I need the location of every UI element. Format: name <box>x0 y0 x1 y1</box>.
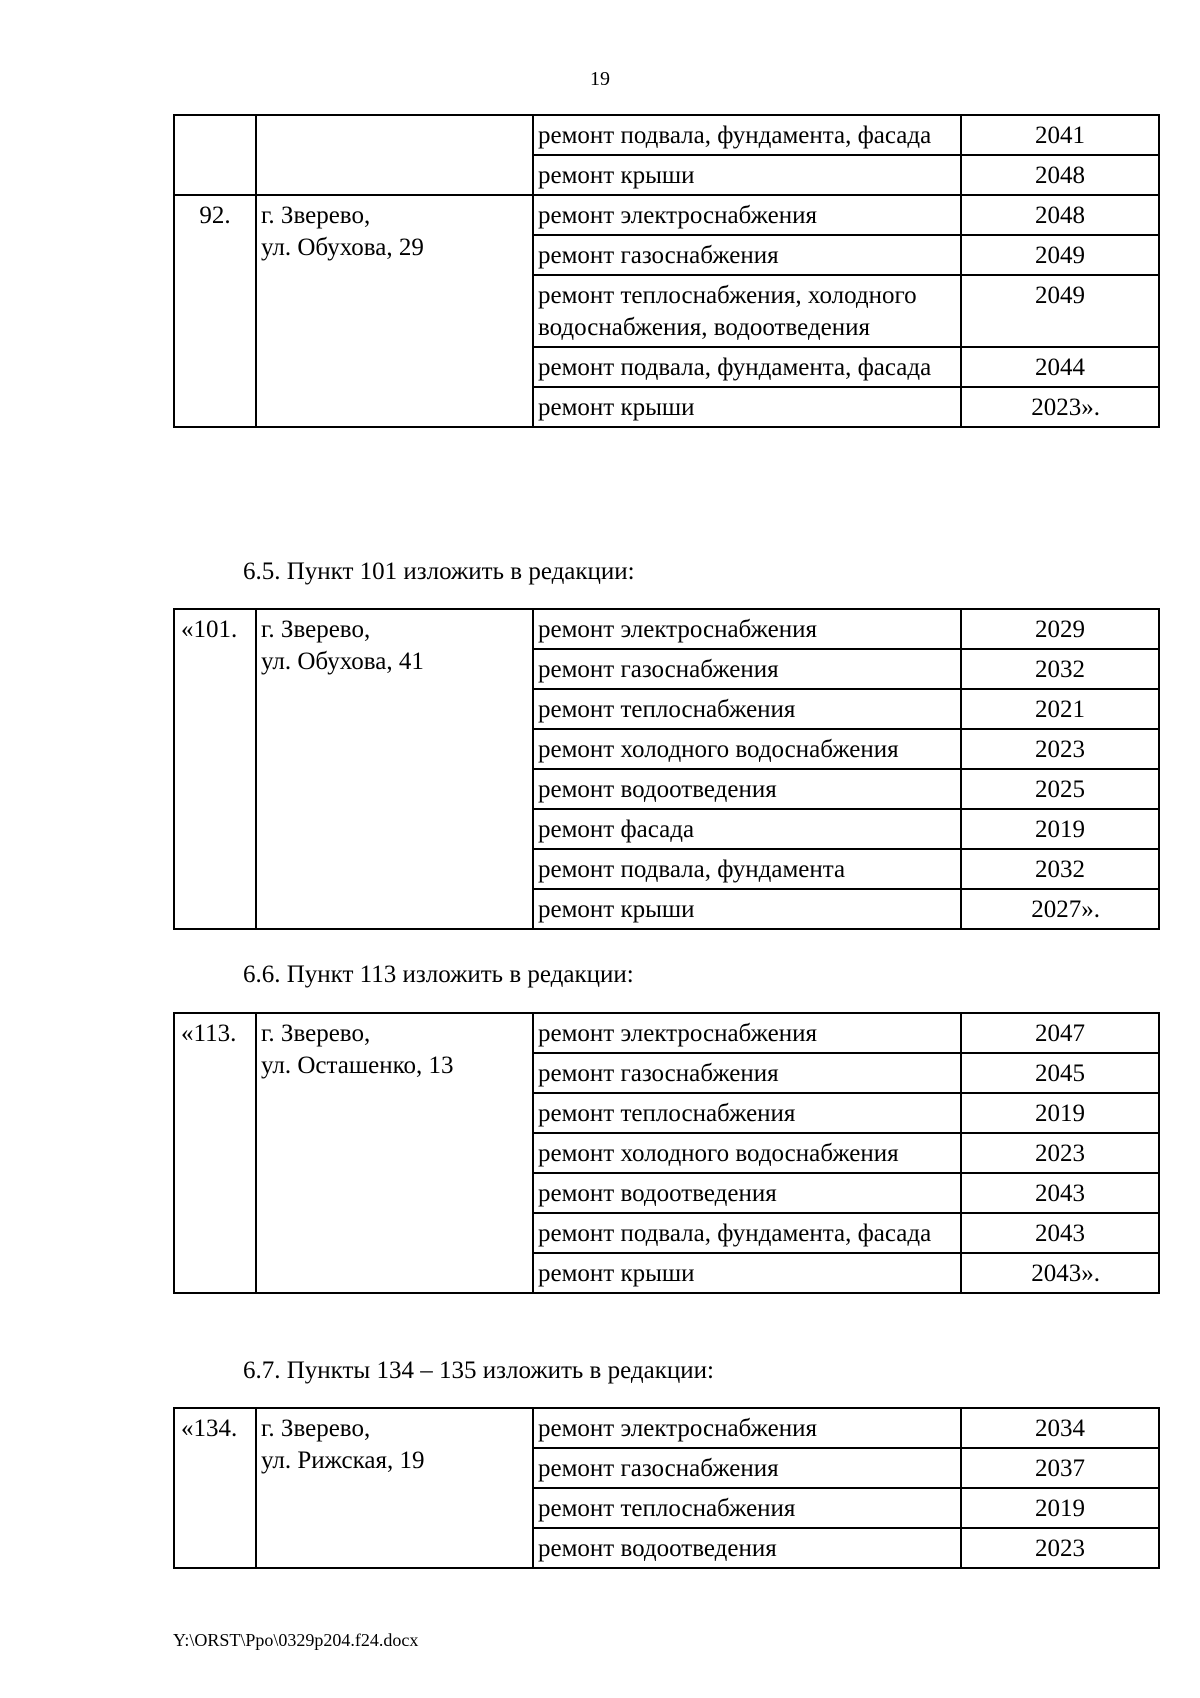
item-number <box>174 115 256 195</box>
repair-year: 2032 <box>961 649 1159 689</box>
repair-schedule-table-1 <box>173 114 1160 428</box>
repair-work-type: ремонт фасада <box>533 809 961 849</box>
repair-schedule-table-2 <box>173 608 1160 930</box>
repair-work-type: ремонт подвала, фундамента, фасада <box>533 347 961 387</box>
instruction-6-7: 6.7. Пункты 134 – 135 изложить в редакции: <box>243 1357 714 1384</box>
repair-year: 2023 <box>961 1133 1159 1173</box>
repair-work-type: ремонт электроснабжения <box>533 609 961 649</box>
repair-year: 2048 <box>961 155 1159 195</box>
table-row <box>174 1408 1159 1448</box>
repair-year: 2019 <box>961 1488 1159 1528</box>
repair-schedule-table-3 <box>173 1012 1160 1294</box>
table-row <box>174 195 1159 235</box>
repair-work-type: ремонт газоснабжения <box>533 1053 961 1093</box>
repair-year: 2027». <box>961 889 1159 929</box>
repair-year: 2048 <box>961 195 1159 235</box>
repair-work-type: ремонт крыши <box>533 889 961 929</box>
building-address: г. Зверево, ул. Обухова, 41 <box>256 609 533 929</box>
repair-year: 2043 <box>961 1213 1159 1253</box>
repair-year: 2021 <box>961 689 1159 729</box>
repair-year: 2037 <box>961 1448 1159 1488</box>
repair-work-type: ремонт газоснабжения <box>533 649 961 689</box>
repair-schedule-table-4 <box>173 1407 1160 1569</box>
building-address: г. Зверево, ул. Обухова, 29 <box>256 195 533 427</box>
repair-year: 2023». <box>961 387 1159 427</box>
repair-year: 2044 <box>961 347 1159 387</box>
repair-year: 2043». <box>961 1253 1159 1293</box>
repair-year: 2029 <box>961 609 1159 649</box>
repair-year: 2023 <box>961 1528 1159 1568</box>
repair-year: 2045 <box>961 1053 1159 1093</box>
repair-work-type: ремонт холодного водоснабжения <box>533 1133 961 1173</box>
repair-year: 2025 <box>961 769 1159 809</box>
repair-year: 2032 <box>961 849 1159 889</box>
repair-work-type: ремонт крыши <box>533 155 961 195</box>
repair-work-type: ремонт холодного водоснабжения <box>533 729 961 769</box>
repair-year: 2019 <box>961 809 1159 849</box>
repair-year: 2043 <box>961 1173 1159 1213</box>
item-number: «113. <box>174 1013 256 1293</box>
repair-work-type: ремонт водоотведения <box>533 769 961 809</box>
repair-work-type: ремонт теплоснабжения <box>533 1488 961 1528</box>
repair-work-type: ремонт крыши <box>533 1253 961 1293</box>
repair-year: 2023 <box>961 729 1159 769</box>
repair-year: 2019 <box>961 1093 1159 1133</box>
repair-work-type: ремонт теплоснабжения, холодного водоснабжения, водоотведения <box>533 275 961 347</box>
instruction-6-6: 6.6. Пункт 113 изложить в редакции: <box>243 961 634 988</box>
item-number: «134. <box>174 1408 256 1568</box>
page-number: 19 <box>590 68 610 90</box>
repair-year: 2049 <box>961 235 1159 275</box>
item-number: 92. <box>174 195 256 427</box>
repair-work-type: ремонт крыши <box>533 387 961 427</box>
repair-work-type: ремонт теплоснабжения <box>533 689 961 729</box>
table-row <box>174 115 1159 155</box>
building-address: г. Зверево, ул. Рижская, 19 <box>256 1408 533 1568</box>
repair-year: 2047 <box>961 1013 1159 1053</box>
building-address: г. Зверево, ул. Осташенко, 13 <box>256 1013 533 1293</box>
repair-work-type: ремонт водоотведения <box>533 1173 961 1213</box>
footer-file-path: Y:\ORST\Ppo\0329p204.f24.docx <box>173 1630 419 1650</box>
repair-work-type: ремонт газоснабжения <box>533 235 961 275</box>
table-row <box>174 1013 1159 1053</box>
repair-work-type: ремонт водоотведения <box>533 1528 961 1568</box>
repair-work-type: ремонт электроснабжения <box>533 1408 961 1448</box>
repair-work-type: ремонт газоснабжения <box>533 1448 961 1488</box>
table-row <box>174 609 1159 649</box>
repair-work-type: ремонт подвала, фундамента, фасада <box>533 115 961 155</box>
instruction-6-5: 6.5. Пункт 101 изложить в редакции: <box>243 558 635 585</box>
repair-work-type: ремонт подвала, фундамента <box>533 849 961 889</box>
repair-year: 2034 <box>961 1408 1159 1448</box>
repair-work-type: ремонт теплоснабжения <box>533 1093 961 1133</box>
repair-work-type: ремонт подвала, фундамента, фасада <box>533 1213 961 1253</box>
building-address <box>256 115 533 195</box>
repair-work-type: ремонт электроснабжения <box>533 195 961 235</box>
item-number: «101. <box>174 609 256 929</box>
repair-work-type: ремонт электроснабжения <box>533 1013 961 1053</box>
repair-year: 2041 <box>961 115 1159 155</box>
repair-year: 2049 <box>961 275 1159 347</box>
